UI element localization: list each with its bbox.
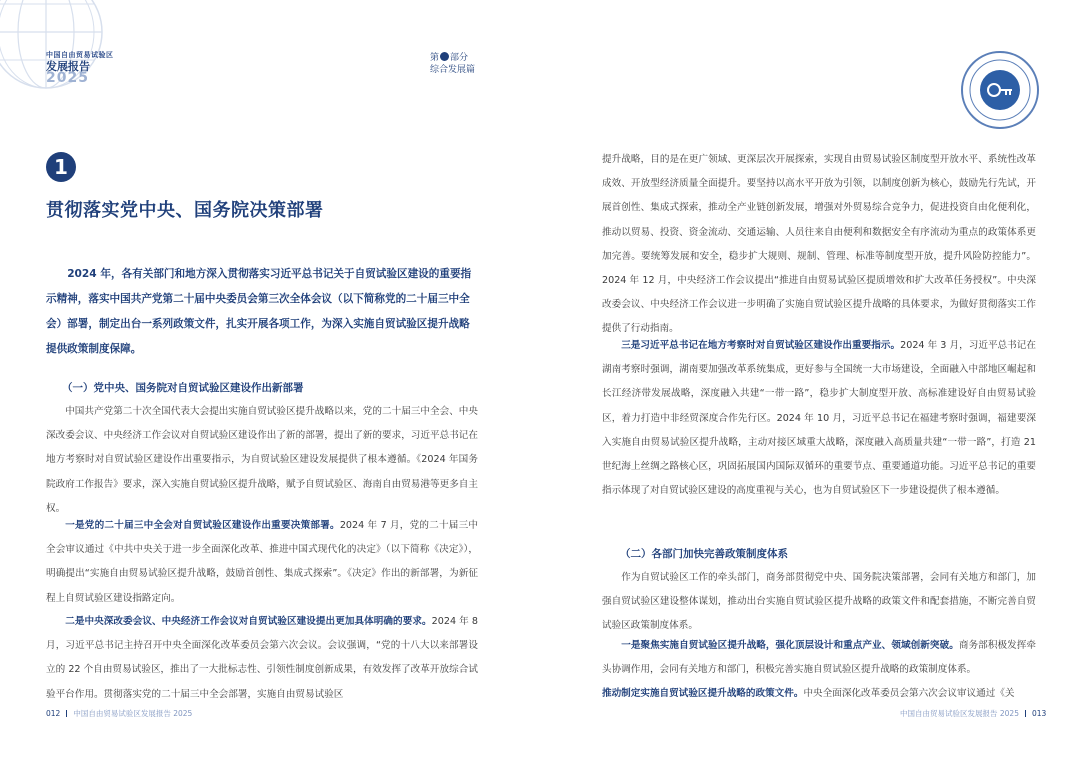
right-paragraph-2: [602, 334, 1036, 503]
right-paragraph-2-body: 2024 年 3 月，习近平总书记在湖南考察时强调，湖南要加强改革系统集成，更好参与全国统一大市场建设，全面融入中部地区崛起和长江经济带发展战略，深度融入共建“一带一路”，稳步扩大制度型开放、高标准建设好自由贸易试验区，着力打造中非经贸深度合作先行区。2024 年 10 月，习近平总书记在福建考察时强调，福建要深入实施自由贸易试验区提升战略，主动对接区域重大战略，深度融入高质量共建“一带一路”，打造 21 世纪海上丝绸之路核心区，巩固拓展国内国际双循环的重要节点、重要通道功能。习近平总书记的重要指示体现了对自贸试验区建设的高度重视与关心，也为自贸试验区下一步建设提供了根本遵循。: [602, 340, 1037, 497]
part-subtitle: 综合发展篇: [430, 65, 476, 75]
part-prefix: 第: [430, 53, 440, 63]
right-page-number: 013: [1031, 709, 1047, 718]
left-footer-name: 中国自由贸易试验区发展报告 2025: [73, 709, 193, 718]
think-tank-logo-icon: [960, 50, 1040, 130]
right-paragraph-5: [602, 682, 1036, 706]
left-paragraph-3-body: 2024 年 8 月，习近平总书记主持召开中央全面深化改革委员会第六次会议。会议强调，“党的十八大以来部署设立的 22 个自由贸易试验区，推出了一大批标志性、引领性制度创新成果，有效发挥了改革开放综合试验平台作用。贯彻落实党的二十届三中全会部署，实施自由贸易试验区: [46, 616, 479, 700]
section-lead: 2024 年，各有关部门和地方深入贯彻落实习近平总书记关于自贸试验区建设的重要指示精神，落实中国共产党第二十届中央委员会第三次全体会议（以下简称党的二十届三中全会）部署，制定出台一系列政策文件，扎实开展各项工作，为深入实施自贸试验区提升战略提供政策制度保障。: [46, 268, 472, 355]
right-page: [540, 0, 1080, 768]
right-paragraph-1: 提升战略，目的是在更广领域、更深层次开展探索，实现自由贸易试验区制度型开放水平、系统性改革成效、开放型经济质量全面提升。要坚持以高水平开放为引领，以制度创新为核心，鼓励先行先试，开展首创性、集成式探索，推动全产业链创新发展，增强对外贸易综合竞争力，促进投资自由化便利化，推动以贸易、投资、资金流动、交通运输、人员往来自由便利和数据安全有序流动为重点的政策体系更加完善。要统筹发展和安全，稳步扩大规则、规制、管理、标准等制度型开放，提升风险防控能力”。2024 年 12 月，中央经济工作会议提出“推进自由贸易试验区提质增效和扩大改革任务授权”。中央深改委会议、中央经济工作会议进一步明确了实施自贸试验区提升战略的具体要求，为做好贯彻落实工作提供了行动指南。: [602, 154, 1036, 335]
left-paragraph-3: [46, 610, 478, 707]
left-paragraph-2-body: 2024 年 7 月，党的二十届三中全会审议通过《中共中央关于进一步全面深化改革、推进中国式现代化的决定》（以下简称《决定》），明确提出“实施自由贸易试验区提升战略，鼓励首创性、集成式探索”。《决定》作出的新部署，为新征程上自贸试验区建设指路定向。: [46, 520, 479, 604]
left-paragraph-2-lead: 一是党的二十届三中全会对自贸试验区建设作出重要决策部署。: [65, 520, 340, 531]
left-paragraph-3-lead: 二是中央深改委会议、中央经济工作会议对自贸试验区建设提出更加具体明确的要求。: [65, 616, 432, 627]
right-paragraph-4-lead: 一是聚焦实施自贸试验区提升战略，强化顶层设计和重点产业、领域创新突破。: [621, 640, 959, 651]
left-paragraph-2: [46, 514, 478, 611]
section-number: 1: [46, 152, 76, 182]
footer-divider: [1025, 710, 1026, 717]
right-paragraph-5-body: 中央全面深化改革委员会第六次会议审议通过《关: [803, 688, 1015, 699]
right-footer: [900, 708, 1046, 719]
report-series: 中国自由贸易试验区: [46, 51, 114, 59]
left-footer: [46, 708, 192, 719]
right-paragraph-2-lead: 三是习近平总书记在地方考察时对自贸试验区建设作出重要指示。: [621, 340, 901, 351]
right-paragraph-5-lead: 推动制定实施自贸试验区提升战略的政策文件。: [602, 688, 804, 699]
report-title: 发展报告: [46, 60, 90, 73]
report-year: 2025: [46, 70, 89, 86]
section-title: 贯彻落实党中央、国务院决策部署: [46, 200, 324, 221]
right-paragraph-4-body: 商务部积极发挥牵头协调作用，会同有关地方和部门，积极完善实施自贸试验区提升战略的政策制度体系。: [602, 640, 1037, 676]
left-paragraph-1: 中国共产党第二十次全国代表大会提出实施自贸试验区提升战略以来，党的二十届三中全会、中央深改委会议、中央经济工作会议对自贸试验区建设作出了新的部署，提出了新的要求，习近平总书记在地方考察时对自贸试验区建设作出重要指示，为自贸试验区建设发展提供了根本遵循。《2024 年国务院政府工作报告》要求，深入实施自贸试验区提升战略，赋予自贸试验区、海南自由贸易港等更多自主权。: [46, 406, 478, 514]
right-paragraph-4: [602, 634, 1036, 682]
subheading-1: （一）党中央、国务院对自贸试验区建设作出新部署: [62, 382, 304, 394]
left-page-number: 012: [46, 709, 61, 718]
part-number-dot-icon: [440, 52, 449, 61]
right-paragraph-3: 作为自贸试验区工作的牵头部门，商务部贯彻党中央、国务院决策部署，会同有关地方和部门，加强自贸试验区建设整体谋划，推动出台实施自贸试验区提升战略的政策文件和配套措施，不断完善自贸试验区政策制度体系。: [602, 572, 1036, 632]
subheading-2: （二）各部门加快完善政策制度体系: [620, 548, 788, 560]
part-suffix: 部分: [450, 53, 469, 63]
right-footer-name: 中国自由贸易试验区发展报告 2025: [900, 709, 1019, 718]
footer-divider: [66, 710, 67, 717]
